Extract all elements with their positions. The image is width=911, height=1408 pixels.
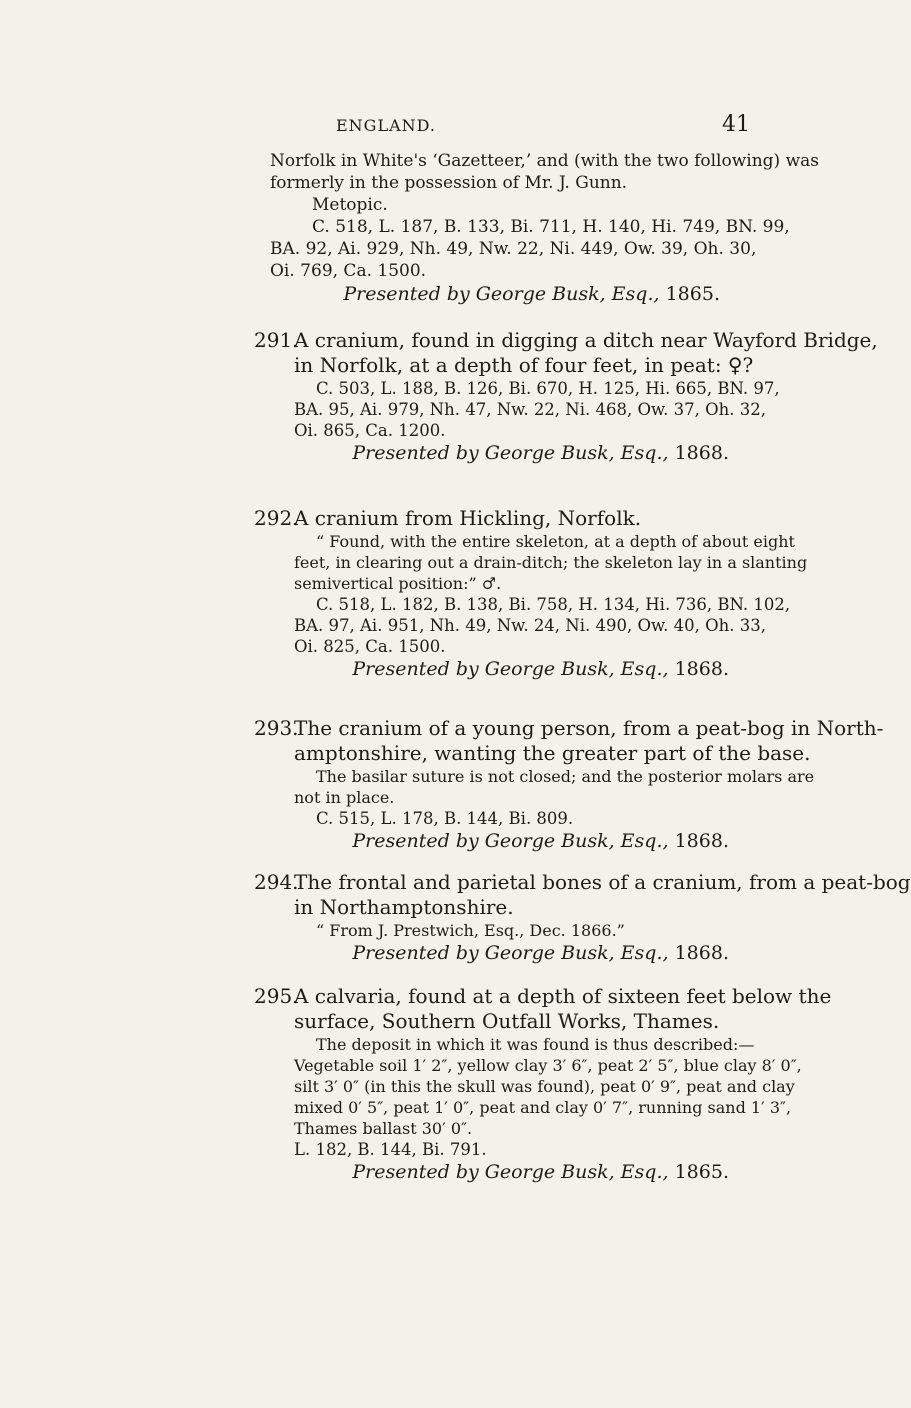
presented-by-text: Presented by George Busk, Esq., [352,658,669,680]
note-line: Vegetable soil 1′ 2″, yellow clay 3′ 6″, peat 2′ 5″, blue clay 8′ 0″, [294,1056,802,1075]
measurement-line: BA. 92, Ai. 929, Nh. 49, Nw. 22, Ni. 449, Ow. 39, Oh. 30, [270,239,757,259]
measurement-line: Oi. 865, Ca. 1200. [294,421,446,440]
catalogue-entry-291 [254,328,878,465]
text-line: Norfolk in White's ‘Gazetteer,’ and (with the two following) was [270,151,819,171]
measurement-line: C. 503, L. 188, B. 126, Bi. 670, H. 125, Hi. 665, BN. 97, [316,379,780,398]
quote-line: feet, in clearing out a drain-ditch; the skeleton lay in a slanting [294,553,808,572]
presented-by-text: Presented by George Busk, Esq., [343,283,660,305]
entry-text: in Norfolk, at a depth of four feet, in peat: ♀? [294,353,754,377]
quote-line: “ From J. Prestwich, Esq., Dec. 1866.” [316,921,625,940]
note-line: silt 3′ 0″ (in this the skull was found), peat 0′ 9″, peat and clay [294,1077,795,1096]
presented-year: 1868. [674,442,729,464]
note-line: The deposit in which it was found is thus described:— [316,1035,755,1054]
entry-heading [254,984,832,1009]
measurement-line: C. 518, L. 182, B. 138, Bi. 758, H. 134, Hi. 736, BN. 102, [316,595,791,614]
presented-by-text: Presented by George Busk, Esq., [352,942,669,964]
presented-by [270,282,720,306]
entry-number: 292. [254,506,299,530]
measurement-line: BA. 95, Ai. 979, Nh. 47, Nw. 22, Ni. 468, Ow. 37, Oh. 32, [294,400,767,419]
entry-heading [254,870,911,895]
page-header [0,112,800,146]
measurement-line: BA. 97, Ai. 951, Nh. 49, Nw. 24, Ni. 490, Ow. 40, Oh. 33, [294,616,767,635]
catalogue-entry-294 [254,870,911,965]
note-line: mixed 0′ 5″, peat 1′ 0″, peat and clay 0′ 7″, running sand 1′ 3″, [294,1098,792,1117]
measurement-line: Oi. 769, Ca. 1500. [270,261,427,281]
presented-by [254,941,729,965]
catalogue-entry-295 [254,984,832,1184]
note-text: Metopic. [312,195,388,215]
presented-year: 1868. [674,658,729,680]
entry-text: A cranium, found in digging a ditch near Wayford Bridge, [294,328,878,352]
presented-year: 1868. [674,942,729,964]
entry-heading [254,328,878,353]
entry-text: in Northamptonshire. [294,895,514,919]
catalogue-entry-292 [254,506,808,681]
intro-continuation [270,150,819,306]
presented-by [254,441,729,465]
text-line: formerly in the possession of Mr. J. Gunn. [270,173,628,193]
presented-year: 1865. [665,283,720,305]
quote-line: “ Found, with the entire skeleton, at a depth of about eight [316,532,795,551]
presented-by-text: Presented by George Busk, Esq., [352,830,669,852]
presented-by [254,657,729,681]
entry-heading [254,716,884,741]
entry-text: A cranium from Hickling, Norfolk. [294,506,642,530]
entry-text: amptonshire, wanting the greater part of the base. [294,741,811,765]
measurement-line: C. 518, L. 187, B. 133, Bi. 711, H. 140, Hi. 749, BN. 99, [312,217,790,237]
measurement-line: L. 182, B. 144, Bi. 791. [294,1140,487,1159]
quote-line: semivertical position:” ♂. [294,574,502,593]
running-head: ENGLAND. [336,116,436,135]
presented-year: 1865. [674,1161,729,1183]
presented-by-text: Presented by George Busk, Esq., [352,442,669,464]
entry-text: surface, Southern Outfall Works, Thames. [294,1009,720,1033]
presented-by [254,1160,729,1184]
presented-by [254,829,729,853]
entry-text: The cranium of a young person, from a peat-bog in North- [294,716,884,740]
presented-year: 1868. [674,830,729,852]
entry-number: 295. [254,984,299,1008]
entry-text: A calvaria, found at a depth of sixteen feet below the [294,984,832,1008]
page-number: 41 [722,112,750,137]
measurement-line: Oi. 825, Ca. 1500. [294,637,446,656]
note-line: Thames ballast 30′ 0″. [294,1119,473,1138]
catalogue-entry-293 [254,716,884,853]
note-line: The basilar suture is not closed; and the posterior molars are [316,767,815,786]
entry-heading [254,506,729,531]
measurement-line: C. 515, L. 178, B. 144, Bi. 809. [316,809,574,828]
presented-by-text: Presented by George Busk, Esq., [352,1161,669,1183]
entry-number: 291. [254,328,299,352]
note-line: not in place. [294,788,395,807]
entry-number: 293. [254,716,299,740]
entry-number: 294. [254,870,299,894]
entry-text: The frontal and parietal bones of a cranium, from a peat-bog [294,870,911,894]
